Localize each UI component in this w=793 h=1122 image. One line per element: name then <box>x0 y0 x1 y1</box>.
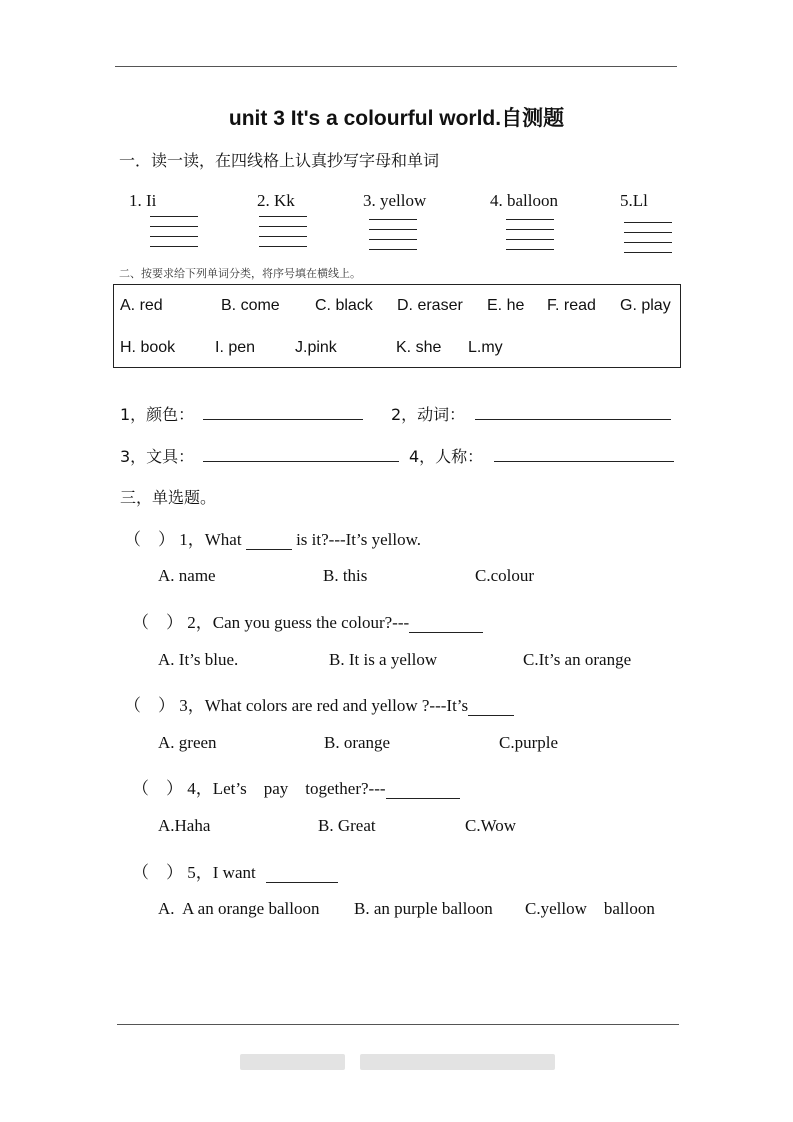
section2-heading: 二、按要求给下列单词分类，将序号填在横线上。 <box>119 267 361 280</box>
answer-paren[interactable]: （ ） <box>124 696 175 715</box>
page-title: unit 3 It's a colourful world.自测题 <box>228 107 565 130</box>
section3-heading: 三，单选题。 <box>120 488 217 507</box>
blurred-watermark <box>360 1054 555 1070</box>
answer-blank[interactable] <box>266 866 338 883</box>
section1-heading: 一．读一读，在四线格上认真抄写字母和单词 <box>119 151 440 170</box>
footer-rule <box>117 1024 679 1025</box>
question-5 <box>132 858 338 883</box>
category-colour-label: 1，颜色： <box>120 405 195 424</box>
answer-paren[interactable]: （ ） <box>124 530 175 549</box>
q4-option-c[interactable]: C.Wow <box>465 816 517 835</box>
q1-option-a[interactable]: A. name <box>158 566 216 585</box>
word-j: J.pink <box>295 339 337 356</box>
writing-grid-4[interactable] <box>506 219 554 253</box>
q5-option-c[interactable]: C.yellow balloon <box>525 899 655 918</box>
copy-item-5: 5.Ll <box>620 191 648 210</box>
word-k: K. she <box>396 339 442 356</box>
answer-paren[interactable]: （ ） <box>132 863 183 882</box>
answer-blank[interactable] <box>246 533 292 550</box>
answer-blank[interactable] <box>409 616 483 633</box>
answer-paren[interactable]: （ ） <box>132 779 183 798</box>
question-stem-tail: is it?---It’s yellow. <box>296 530 422 549</box>
q1-option-c[interactable]: C.colour <box>475 566 535 585</box>
word-c: C. black <box>315 297 373 314</box>
blurred-watermark <box>240 1054 345 1070</box>
word-i: I. pen <box>215 339 256 356</box>
word-l: L.my <box>468 339 503 356</box>
question-1 <box>124 525 421 550</box>
q5-option-b[interactable]: B. an purple balloon <box>354 899 493 918</box>
writing-grid-1[interactable] <box>150 216 198 250</box>
question-4 <box>132 774 460 799</box>
question-stem: 4，Let’s pay together?--- <box>187 779 386 798</box>
question-stem: 5，I want <box>187 863 256 882</box>
question-stem: 2，Can you guess the colour?--- <box>187 613 410 632</box>
answer-blank[interactable] <box>468 699 514 716</box>
answer-blank[interactable] <box>386 782 460 799</box>
q3-option-b[interactable]: B. orange <box>324 733 391 752</box>
header-rule <box>115 66 677 67</box>
category-stationery-label: 3，文具： <box>120 447 195 466</box>
q2-option-a[interactable]: A. It’s blue. <box>158 650 239 669</box>
q3-option-a[interactable]: A. green <box>158 733 217 752</box>
question-3 <box>124 691 514 716</box>
writing-grid-3[interactable] <box>369 219 417 253</box>
category-verb-label: 2，动词： <box>391 405 466 424</box>
copy-item-1: 1. Ii <box>129 191 157 210</box>
question-stem: 3，What colors are red and yellow ?---It’s <box>179 696 469 715</box>
category-stationery-blank[interactable] <box>203 461 399 462</box>
q2-option-c[interactable]: C.It’s an orange <box>523 650 632 669</box>
word-g: G. play <box>620 297 671 314</box>
word-e: E. he <box>487 297 525 314</box>
question-stem: 1，What <box>179 530 242 549</box>
copy-item-2: 2. Kk <box>257 191 295 210</box>
category-person-blank[interactable] <box>494 461 674 462</box>
copy-item-4: 4. balloon <box>490 191 558 210</box>
category-person-label: 4，人称： <box>409 447 484 466</box>
word-a: A. red <box>120 297 163 314</box>
category-verb-blank[interactable] <box>475 419 671 420</box>
q3-option-c[interactable]: C.purple <box>499 733 559 752</box>
writing-grid-2[interactable] <box>259 216 307 250</box>
word-d: D. eraser <box>397 297 463 314</box>
word-f: F. read <box>547 297 596 314</box>
answer-paren[interactable]: （ ） <box>132 613 183 632</box>
q1-option-b[interactable]: B. this <box>323 566 368 585</box>
copy-item-3: 3. yellow <box>363 191 427 210</box>
writing-grid-5[interactable] <box>624 222 672 256</box>
word-h: H. book <box>120 339 176 356</box>
category-colour-blank[interactable] <box>203 419 363 420</box>
q4-option-b[interactable]: B. Great <box>318 816 376 835</box>
q4-option-a[interactable]: A.Haha <box>158 816 211 835</box>
q5-option-a[interactable]: A. A an orange balloon <box>158 899 320 918</box>
q2-option-b[interactable]: B. It is a yellow <box>329 650 438 669</box>
word-b: B. come <box>221 297 280 314</box>
question-2 <box>132 608 483 633</box>
